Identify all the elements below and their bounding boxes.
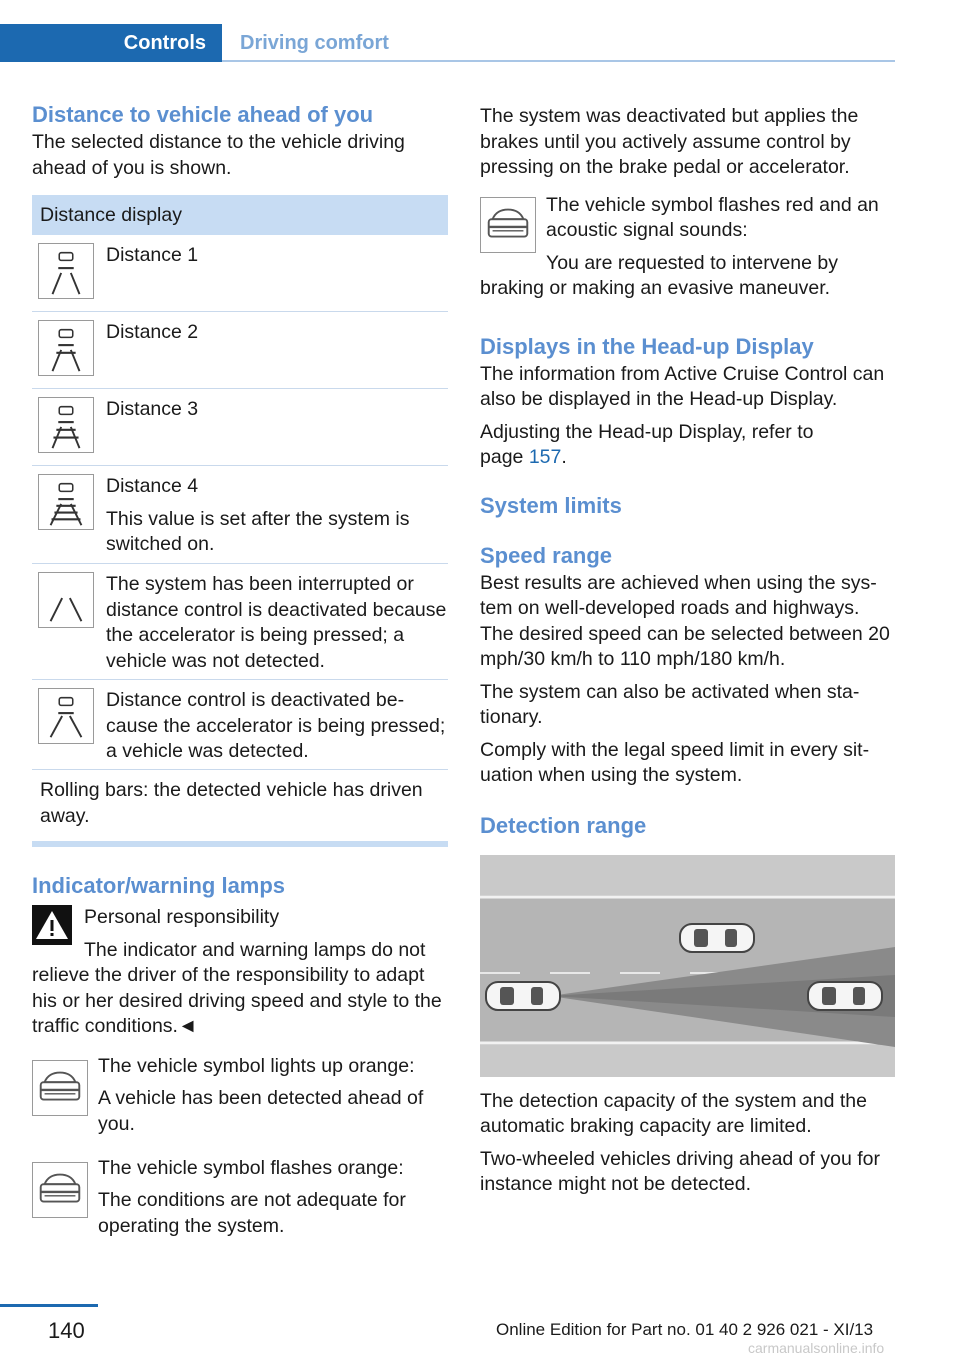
hud-text: The information from Active Cruise Control can also be displayed in the Head-up Display. [480, 362, 885, 410]
distance-row-3 [32, 389, 448, 466]
lamp-orange-lit [32, 1054, 448, 1146]
hud-page-prefix: page [480, 446, 529, 468]
rolling-bars-text: Rolling bars: the detected vehicle has driven away. [40, 779, 423, 827]
vehicle-symbol-flash-icon [32, 1162, 88, 1218]
detection-text-1: The detection capacity of the system and the automatic braking capacity are limited. [480, 1089, 867, 1137]
interrupted-row [32, 564, 448, 680]
lamp2-line1: The vehicle symbol flashes orange: [98, 1156, 404, 1179]
heading-detection-range: Detection range [480, 812, 647, 838]
distance-table-header: Distance display [32, 195, 448, 235]
deactivated-brakes-text: The system was deactivated but applies the brakes until you actively assume control by pressing on the brake pedal or accelerator. [480, 105, 859, 178]
footer-rule [0, 1304, 98, 1307]
distance-intro: The selected distance to the vehicle driving ahead of you is shown. [32, 131, 405, 179]
page-header [0, 24, 895, 62]
vehicle-lanes-icon [38, 688, 94, 744]
car-top [680, 924, 754, 952]
distance-row-4 [32, 466, 448, 564]
warning-triangle-icon [32, 905, 72, 945]
distance-2-label: Distance 2 [106, 321, 199, 343]
car-right [808, 982, 882, 1010]
vehicle-symbol-red-icon [480, 197, 536, 253]
interrupted-text: The system has been interrupted or distance control is deactivated because the accelerator is being pressed; a vehicle was not detected. [106, 573, 447, 672]
watermark: carmanualsonline.info [748, 1340, 885, 1356]
distance-row-1 [32, 235, 448, 312]
hud-page-suffix: . [561, 446, 567, 468]
comply-text: Comply with the legal speed limit in every situation when using the system. [480, 738, 870, 786]
vehicle-symbol-icon [32, 1060, 88, 1116]
lamp-red-flash [480, 193, 895, 302]
distance-1-icon [38, 243, 94, 299]
tab-controls[interactable] [0, 24, 222, 62]
rolling-bars-note [32, 770, 448, 841]
lamp-orange-flash [32, 1156, 448, 1248]
hud-adjust: Adjusting the Head-up Display, refer to [480, 420, 814, 443]
distance-4-note: This value is set after the system is switched on. [106, 507, 410, 555]
warning-text-rest: relieve the driver of the responsibility to adapt his or her desired driving speed and style to the traffic conditions.◄ [32, 964, 442, 1037]
lamp2-line2: The conditions are not adequate for operating the system. [98, 1189, 406, 1237]
header-rule [222, 60, 895, 62]
distance-1-label: Distance 1 [106, 244, 199, 266]
distance-3-icon [38, 397, 94, 453]
left-column [32, 100, 448, 1248]
stationary-text: The system can also be activated when stationary. [480, 680, 860, 728]
heading-system-limits: System limits [480, 492, 622, 518]
detection-text-2: Two-wheeled vehicles driving ahead of you for instance might not be detected. [480, 1147, 880, 1195]
warning-text-line1: The indicator and warning lamps do not [84, 938, 426, 961]
lamp1-line1: The vehicle symbol lights up orange: [98, 1054, 415, 1077]
warning-title: Personal responsibility [84, 906, 280, 928]
heading-hud: Displays in the Head-up Display [480, 333, 814, 359]
distance-4-label: Distance 4 [106, 475, 199, 497]
edition-info: Online Edition for Part no. 01 40 2 926 021 - XI/13 [496, 1320, 874, 1339]
deactivated-detected-text: Distance control is deactivated because the accelerator is being pressed; a vehicle was detected. [106, 689, 446, 762]
lanes-only-icon [38, 572, 94, 628]
tab-driving-comfort-label: Driving comfort [240, 32, 389, 54]
tab-driving-comfort[interactable] [240, 24, 389, 62]
tab-controls-label: Controls [123, 31, 206, 54]
right-column [480, 104, 895, 1198]
speed-text: Best results are achieved when using the system on well-developed roads and highways. The desired speed can be selected between 20 mph/30 km/h to 110 mph/180 km/h. [480, 571, 890, 670]
red-line2b: braking or making an evasive maneuver. [480, 277, 831, 299]
page-number: 140 [48, 1318, 85, 1343]
lamp1-line2: A vehicle has been detected ahead of you. [98, 1087, 424, 1135]
distance-2-icon [38, 320, 94, 376]
detection-range-illustration [480, 855, 895, 1077]
heading-speed-range: Speed range [480, 542, 613, 568]
distance-4-icon [38, 474, 94, 530]
heading-lamps: Indicator/warning lamps [32, 873, 286, 898]
deactivated-detected-row [32, 680, 448, 770]
hud-page-link[interactable]: 157 [528, 446, 562, 468]
car-left [486, 982, 560, 1010]
distance-row-2 [32, 312, 448, 389]
red-line2a: You are requested to intervene by [546, 251, 838, 274]
warning-block [32, 905, 448, 1040]
red-line1: The vehicle symbol flashes red and an acoustic signal sounds: [546, 193, 879, 241]
distance-3-label: Distance 3 [106, 398, 199, 420]
heading-distance: Distance to vehicle ahead of you [32, 102, 374, 127]
hud-page-ref [480, 445, 895, 471]
table-end-rule [32, 841, 448, 847]
